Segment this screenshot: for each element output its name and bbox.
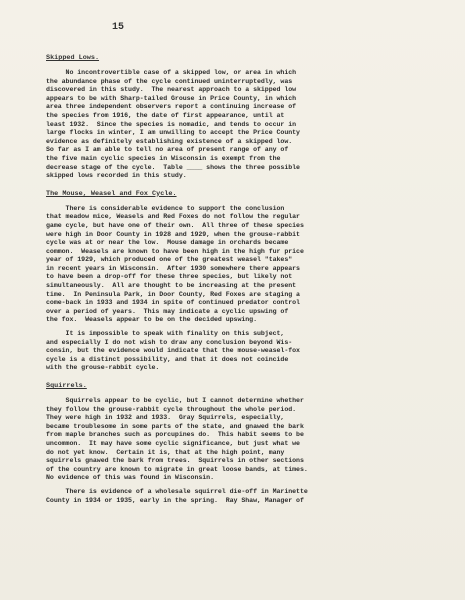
- page-number: 15: [112, 22, 125, 33]
- paragraph: No incontrovertible case of a skipped low, or area in which the abundance phase of the cycle continued uninterruptedly, was discovered in this study. The nearest approach to a skipped low appears to be with Sharp-tailed Grouse in Price County, in which area three independent observers report a continuing increase of the species from 1916, the date of first appearance, until at least 1932. Since the species is nomadic, and tends to occur in large flocks in winter, I am unwilling to accept the Price County evidence as definitely establishing existence of a skipped low. So far as I am able to tell no area of present range of any of the five main cyclic species in Wisconsin is exempt from the decrease stage of the cycle. Table ____ shows the three possible skipped lows recorded in this study.: [46, 69, 300, 180]
- paragraph: There is considerable evidence to support the conclusion that meadow mice, Weasels and Red Foxes do not follow the regular game cycle, but have one of their own. All three of these species were high in Door County in 1928 and 1929, when the grouse-rabbit cycle was at or near the low. Mouse damage in orchards became common. Weasels are known to have been high in the high fur price year of 1929, which produced one of the greatest weasel "takes" in recent years in Wisconsin. After 1930 somewhere there appears to have been a drop-off for these three species, but likely not simultaneously. All are thought to be increasing at the present time. In Peninsula Park, in Door County, Red Foxes are staging a come-back in 1933 and 1934 in spite of continued predator control over a period of years. This may indicate a cyclic upswing of the fox. Weasels appear to be on the decided upswing.: [46, 204, 304, 324]
- section-skipped-lows: [46, 54, 430, 181]
- paragraph: There is evidence of a wholesale squirrel die-off in Marinette County in 1934 or 1935, early in the spring. Ray Shaw, Manager of: [46, 487, 308, 504]
- section-heading: Squirrels.: [46, 382, 87, 390]
- section-heading: Skipped Lows.: [46, 54, 100, 62]
- document-body: [46, 54, 430, 514]
- paragraph: It is impossible to speak with finality on this subject, and especially I do not wish to draw any conclusion beyond Wis- consin, but the evidence would indicate that the mouse-weasel-fox cycle is a distinct possibility, and that it does not coincide with the grouse-rabbit cycle.: [46, 330, 300, 372]
- section-mouse-weasel-fox: [46, 190, 430, 373]
- section-squirrels: [46, 382, 430, 505]
- section-heading: The Mouse, Weasel and Fox Cycle.: [46, 189, 177, 198]
- paragraph: Squirrels appear to be cyclic, but I cannot determine whether they follow the grouse-rabbit cycle throughout the whole period. They were high in 1932 and 1933. Gray Squirrels, especially, became troublesome in some parts of the state, and gnawed the bark from maple branches such as porcupines do. This habit seems to be uncommon. It may have some cyclic significance, but just what we do not yet know. Certain it is, that at the high point, many squirrels gnawed the bark from trees. Squirrels in other sections of the country are known to migrate in great loose bands, at times. No evidence of this was found in Wisconsin.: [46, 397, 308, 482]
